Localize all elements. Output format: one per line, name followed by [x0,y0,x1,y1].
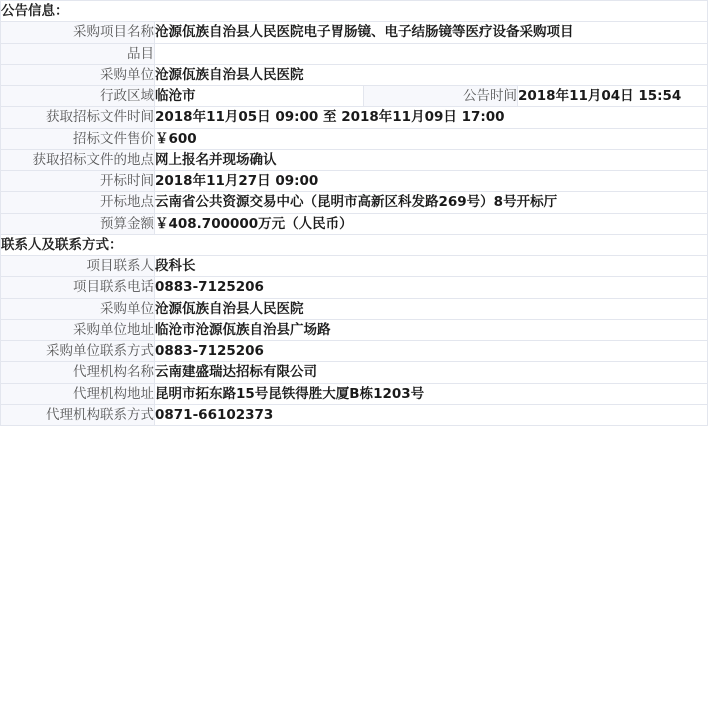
table-row [1,298,708,319]
row-label-region: 行政区域 [1,86,155,107]
row-value-bid-open-place: 云南省公共资源交易中心（昆明市高新区科发路269号）8号开标厅 [155,192,708,213]
row-value-doc-time: 2018年11月05日 09:00 至 2018年11月09日 17:00 [155,107,708,128]
row-value-doc-price: ￥600 [155,128,708,149]
section-header-announcement [1,1,708,22]
row-label-doc-place: 获取招标文件的地点 [1,149,155,170]
row-label-project-phone: 项目联系电话 [1,277,155,298]
table-row [1,107,708,128]
row-value-contact-unit: 沧源佤族自治县人民医院 [155,298,708,319]
row-value-unit-contact: 0883-7125206 [155,341,708,362]
row-value-purchasing-unit: 沧源佤族自治县人民医院 [155,64,708,85]
row-label-agency-name: 代理机构名称 [1,362,155,383]
table-row [1,43,708,64]
row-value-bid-open-time: 2018年11月27日 09:00 [155,171,708,192]
row-label-budget: 预算金额 [1,213,155,234]
section-title-announcement: 公告信息： [1,1,708,22]
section-header-contact [1,234,708,255]
table-row [1,383,708,404]
row-value-project-phone: 0883-7125206 [155,277,708,298]
table-row [1,22,708,43]
table-row [1,319,708,340]
row-label-doc-price: 招标文件售价 [1,128,155,149]
row-value-project-name: 沧源佤族自治县人民医院电子胃肠镜、电子结肠镜等医疗设备采购项目 [155,22,708,43]
row-label-bid-open-time: 开标时间 [1,171,155,192]
row-value-agency-name: 云南建盛瑞达招标有限公司 [155,362,708,383]
row-label-agency-contact: 代理机构联系方式 [1,404,155,425]
row-label-unit-contact: 采购单位联系方式 [1,341,155,362]
row-value-doc-place: 网上报名并现场确认 [155,149,708,170]
table-row [1,64,708,85]
row-value-agency-contact: 0871-66102373 [155,404,708,425]
row-label-project-name: 采购项目名称 [1,22,155,43]
table-row [1,341,708,362]
row-label-announce-time: 公告时间 [364,86,518,107]
row-value-announce-time: 2018年11月04日 15:54 [518,86,708,107]
table-row [1,256,708,277]
table-row [1,128,708,149]
table-row [1,277,708,298]
row-value-category [155,43,708,64]
row-label-project-contact: 项目联系人 [1,256,155,277]
row-value-budget: ￥408.700000万元（人民币） [155,213,708,234]
table-row [1,362,708,383]
table-row [1,213,708,234]
table-row [1,171,708,192]
row-label-unit-address: 采购单位地址 [1,319,155,340]
table-row [1,404,708,425]
row-label-doc-time: 获取招标文件时间 [1,107,155,128]
row-value-agency-address: 昆明市拓东路15号昆铁得胜大厦B栋1203号 [155,383,708,404]
row-value-project-contact: 段科长 [155,256,708,277]
row-value-unit-address: 临沧市沧源佤族自治县广场路 [155,319,708,340]
table-row [1,192,708,213]
row-value-region: 临沧市 [155,86,364,107]
row-label-purchasing-unit: 采购单位 [1,64,155,85]
row-label-agency-address: 代理机构地址 [1,383,155,404]
table-row [1,149,708,170]
section-title-contact: 联系人及联系方式： [1,234,708,255]
row-label-category: 品目 [1,43,155,64]
row-label-contact-unit: 采购单位 [1,298,155,319]
row-label-bid-open-place: 开标地点 [1,192,155,213]
table-row-region [1,86,708,107]
